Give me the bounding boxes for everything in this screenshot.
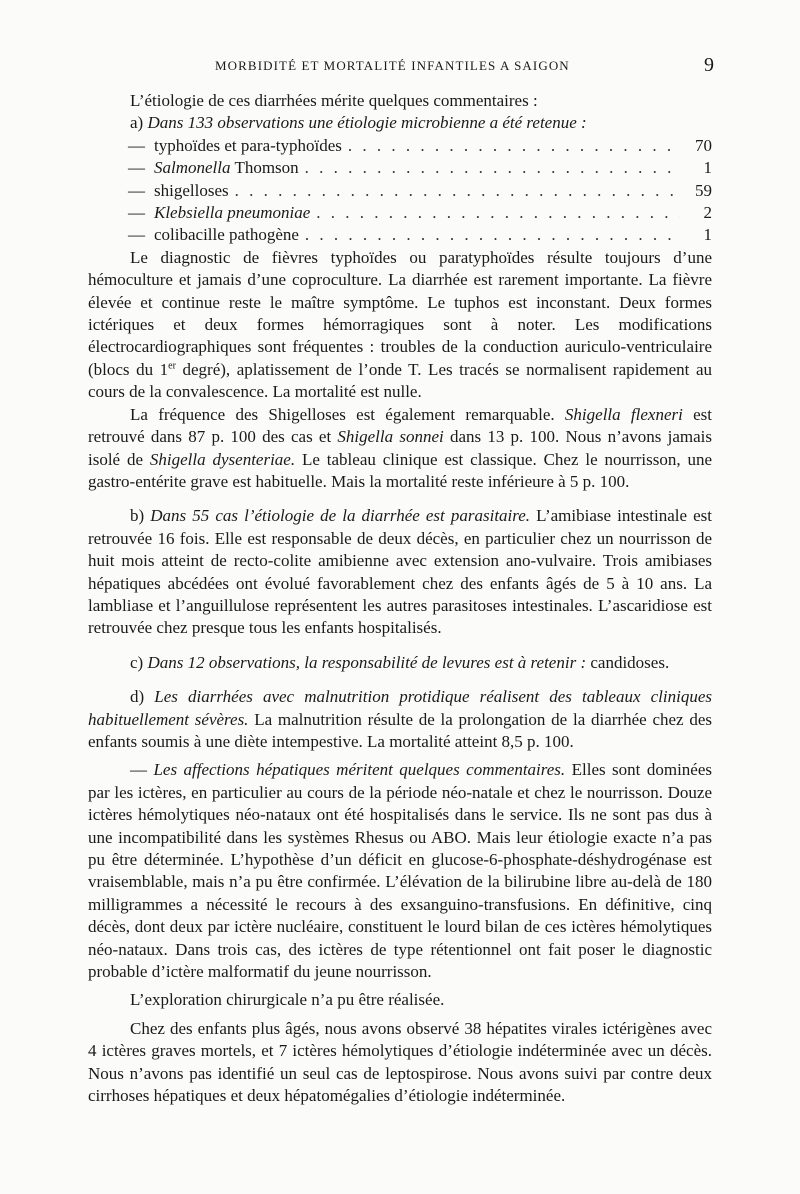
list-item-label: typhoïdes et para-typhoïdes bbox=[154, 135, 342, 155]
dot-leader bbox=[305, 224, 680, 246]
body-text bbox=[88, 90, 712, 1107]
section-d-prefix: d) bbox=[130, 687, 145, 707]
shigella-paragraph bbox=[88, 404, 712, 494]
list-item-count: 70 bbox=[695, 135, 712, 155]
list-item-count: 59 bbox=[695, 180, 712, 200]
section-a-heading-text: Dans 133 observations une étiologie microbienne a été retenue : bbox=[147, 113, 587, 133]
hepatic-dash: — bbox=[130, 760, 147, 780]
shigella-text-7: Le tableau clinique est classique. Chez le nourrisson, une gastro-entérite grave est habituelle. Mais la mortalité reste inférieure à 5 p. 100. bbox=[88, 449, 712, 491]
intro-paragraph: L’étiologie de ces diarrhées mérite quelques commentaires : bbox=[130, 91, 538, 110]
dot-leader bbox=[235, 180, 680, 202]
typhoid-paragraph bbox=[88, 247, 712, 404]
list-item-label: colibacille pathogène bbox=[154, 225, 299, 245]
shigella-dysenteriae: Shigella dysenteriae. bbox=[149, 449, 296, 469]
older-children-paragraph: Chez des enfants plus âgés, nous avons observé 38 hépatites virales ictérigènes avec 4 ictères graves mortels, et 7 ictères hémolytiques d’étiologie indéterminée avec un décès. Nous n’avons pas identifié un seul cas de leptospirose. Nous avons suivi par contre deux cirrhoses hépatiques et deux hépatomégalies d’étiologie indéterminée. bbox=[88, 1018, 712, 1106]
hepatic-paragraph bbox=[88, 759, 712, 983]
shigella-sonnei: Shigella sonnei bbox=[337, 427, 444, 447]
list-item-count: 1 bbox=[703, 225, 712, 245]
list-item-label: shigelloses bbox=[154, 180, 229, 200]
typhoid-text-1: Le diagnostic de fièvres typhoïdes ou paratyphoïdes résulte toujours d’une hémoculture et jamais d’une coproculture. La diarrhée est rarement importante. La fièvre élevée et continue reste le maître symptôme. Le tuphos est inconstant. Deux formes ictériques et deux formes hémorragiques sont à noter. Les modifications électrocardiographiques sont fréquentes : troubles de la conduction auriculo-ventriculaire (blocs du 1 bbox=[88, 247, 712, 379]
list-item-count: 2 bbox=[703, 203, 712, 223]
hepatic-heading: Les affections hépatiques méritent quelques commentaires. bbox=[153, 760, 566, 780]
list-item bbox=[88, 135, 712, 157]
shigella-text-1: La fréquence des Shigelloses est également remarquable. bbox=[130, 404, 565, 424]
list-item-label bbox=[154, 157, 299, 179]
running-header bbox=[0, 56, 800, 78]
list-item-label-suffix: Thomson bbox=[230, 158, 299, 178]
section-b-prefix: b) bbox=[130, 506, 145, 526]
hepatic-text: Elles sont dominées par les ictères, en particulier au cours de la période néo-natale et chez le nourrisson. Douze ictères hémolytiques néo-nataux ont été hospitalisés dans le service. Ils ne sont pas dus à une incompatibilité dans les systèmes Rhesus ou ABO. Mais leur étiologie exacte n’a pas pu être déterminée. L’hypothèse d’un déficit en glucose-6-phosphate-déshydrogénase est vraisemblable, mais n’a pu être confirmée. L’élévation de la bilirubine libre au-delà de 180 milligrammes a nécessité le recours à des exsanguino-transfusions. En définitive, cinq décès, dont deux par ictère nucléaire, constituent le lourd bilan de ces ictères hémolytiques néo-nataux. Dans trois cas, des ictères de type rétentionnel ont fait poser le diagnostic probable d’ictère malformatif du jeune nourrisson. bbox=[88, 760, 712, 982]
section-b-text: L’amibiase intestinale est retrouvée 16 fois. Elle est responsable de deux décès, en particulier chez un nourrisson de huit mois atteint de recto-colite amibienne avec extension ano-vulvaire. Trois amibiases hépatiques abcédées ont évolué favorablement chez des enfants âgés de 5 à 10 ans. La lambliase et l’anguillulose représentent les autres parasitoses intestinales. L’ascaridiose est retrouvée chez presque tous les enfants hospitalisés. bbox=[88, 506, 712, 638]
section-b-paragraph bbox=[88, 505, 712, 639]
surgical-paragraph: L’exploration chirurgicale n’a pu être réalisée. bbox=[130, 990, 445, 1010]
etiology-list bbox=[88, 135, 712, 247]
typhoid-text-2: degré), aplatissement de l’onde T. Les tracés se normalisent rapidement au cours de la convalescence. La mortalité est nulle. bbox=[88, 359, 712, 402]
section-c-paragraph bbox=[88, 652, 712, 674]
shigella-text-3: est retrouvé dans 87 p. 100 des cas et bbox=[88, 404, 713, 447]
section-d-text: La malnutrition résulte de la prolongation de la diarrhée chez des enfants soumis à une diète intempestive. La mortalité atteint 8,5 p. 100. bbox=[88, 709, 712, 751]
list-item bbox=[88, 224, 712, 246]
section-b-heading: Dans 55 cas l’étiologie de la diarrhée est parasitaire. bbox=[150, 506, 531, 526]
section-a-prefix: a) bbox=[130, 113, 144, 133]
list-item-label-italic: Salmonella bbox=[154, 158, 231, 178]
list-dash: — bbox=[128, 158, 145, 178]
section-c-prefix: c) bbox=[130, 652, 144, 672]
running-title: MORBIDITÉ ET MORTALITÉ INFANTILES A SAIGON bbox=[215, 58, 570, 73]
list-item-label: Klebsiella pneumoniae bbox=[154, 203, 311, 223]
section-d-heading: Les diarrhées avec malnutrition protidique réalisent des tableaux cliniques habituellement sévères. bbox=[88, 687, 712, 729]
section-a-heading bbox=[130, 112, 712, 134]
list-item bbox=[88, 202, 712, 224]
list-item bbox=[88, 157, 712, 179]
list-dash: — bbox=[128, 180, 145, 200]
section-d-paragraph bbox=[88, 686, 712, 753]
ordinal-superscript: er bbox=[168, 360, 176, 372]
list-dash: — bbox=[128, 225, 145, 245]
section-c-heading: Dans 12 observations, la responsabilité de levures est à retenir : bbox=[147, 652, 587, 672]
list-dash: — bbox=[128, 203, 145, 223]
list-dash: — bbox=[128, 135, 145, 155]
shigella-flexneri: Shigella flexneri bbox=[564, 404, 683, 424]
dot-leader bbox=[316, 202, 680, 224]
dot-leader bbox=[305, 157, 680, 179]
page-number: 9 bbox=[704, 54, 714, 76]
shigella-text-5: dans 13 p. 100. Nous n’avons jamais isolé de bbox=[88, 427, 712, 469]
dot-leader bbox=[348, 135, 680, 157]
section-c-text: candidoses. bbox=[586, 652, 670, 672]
list-item bbox=[88, 180, 712, 202]
list-item-count: 1 bbox=[703, 158, 712, 178]
